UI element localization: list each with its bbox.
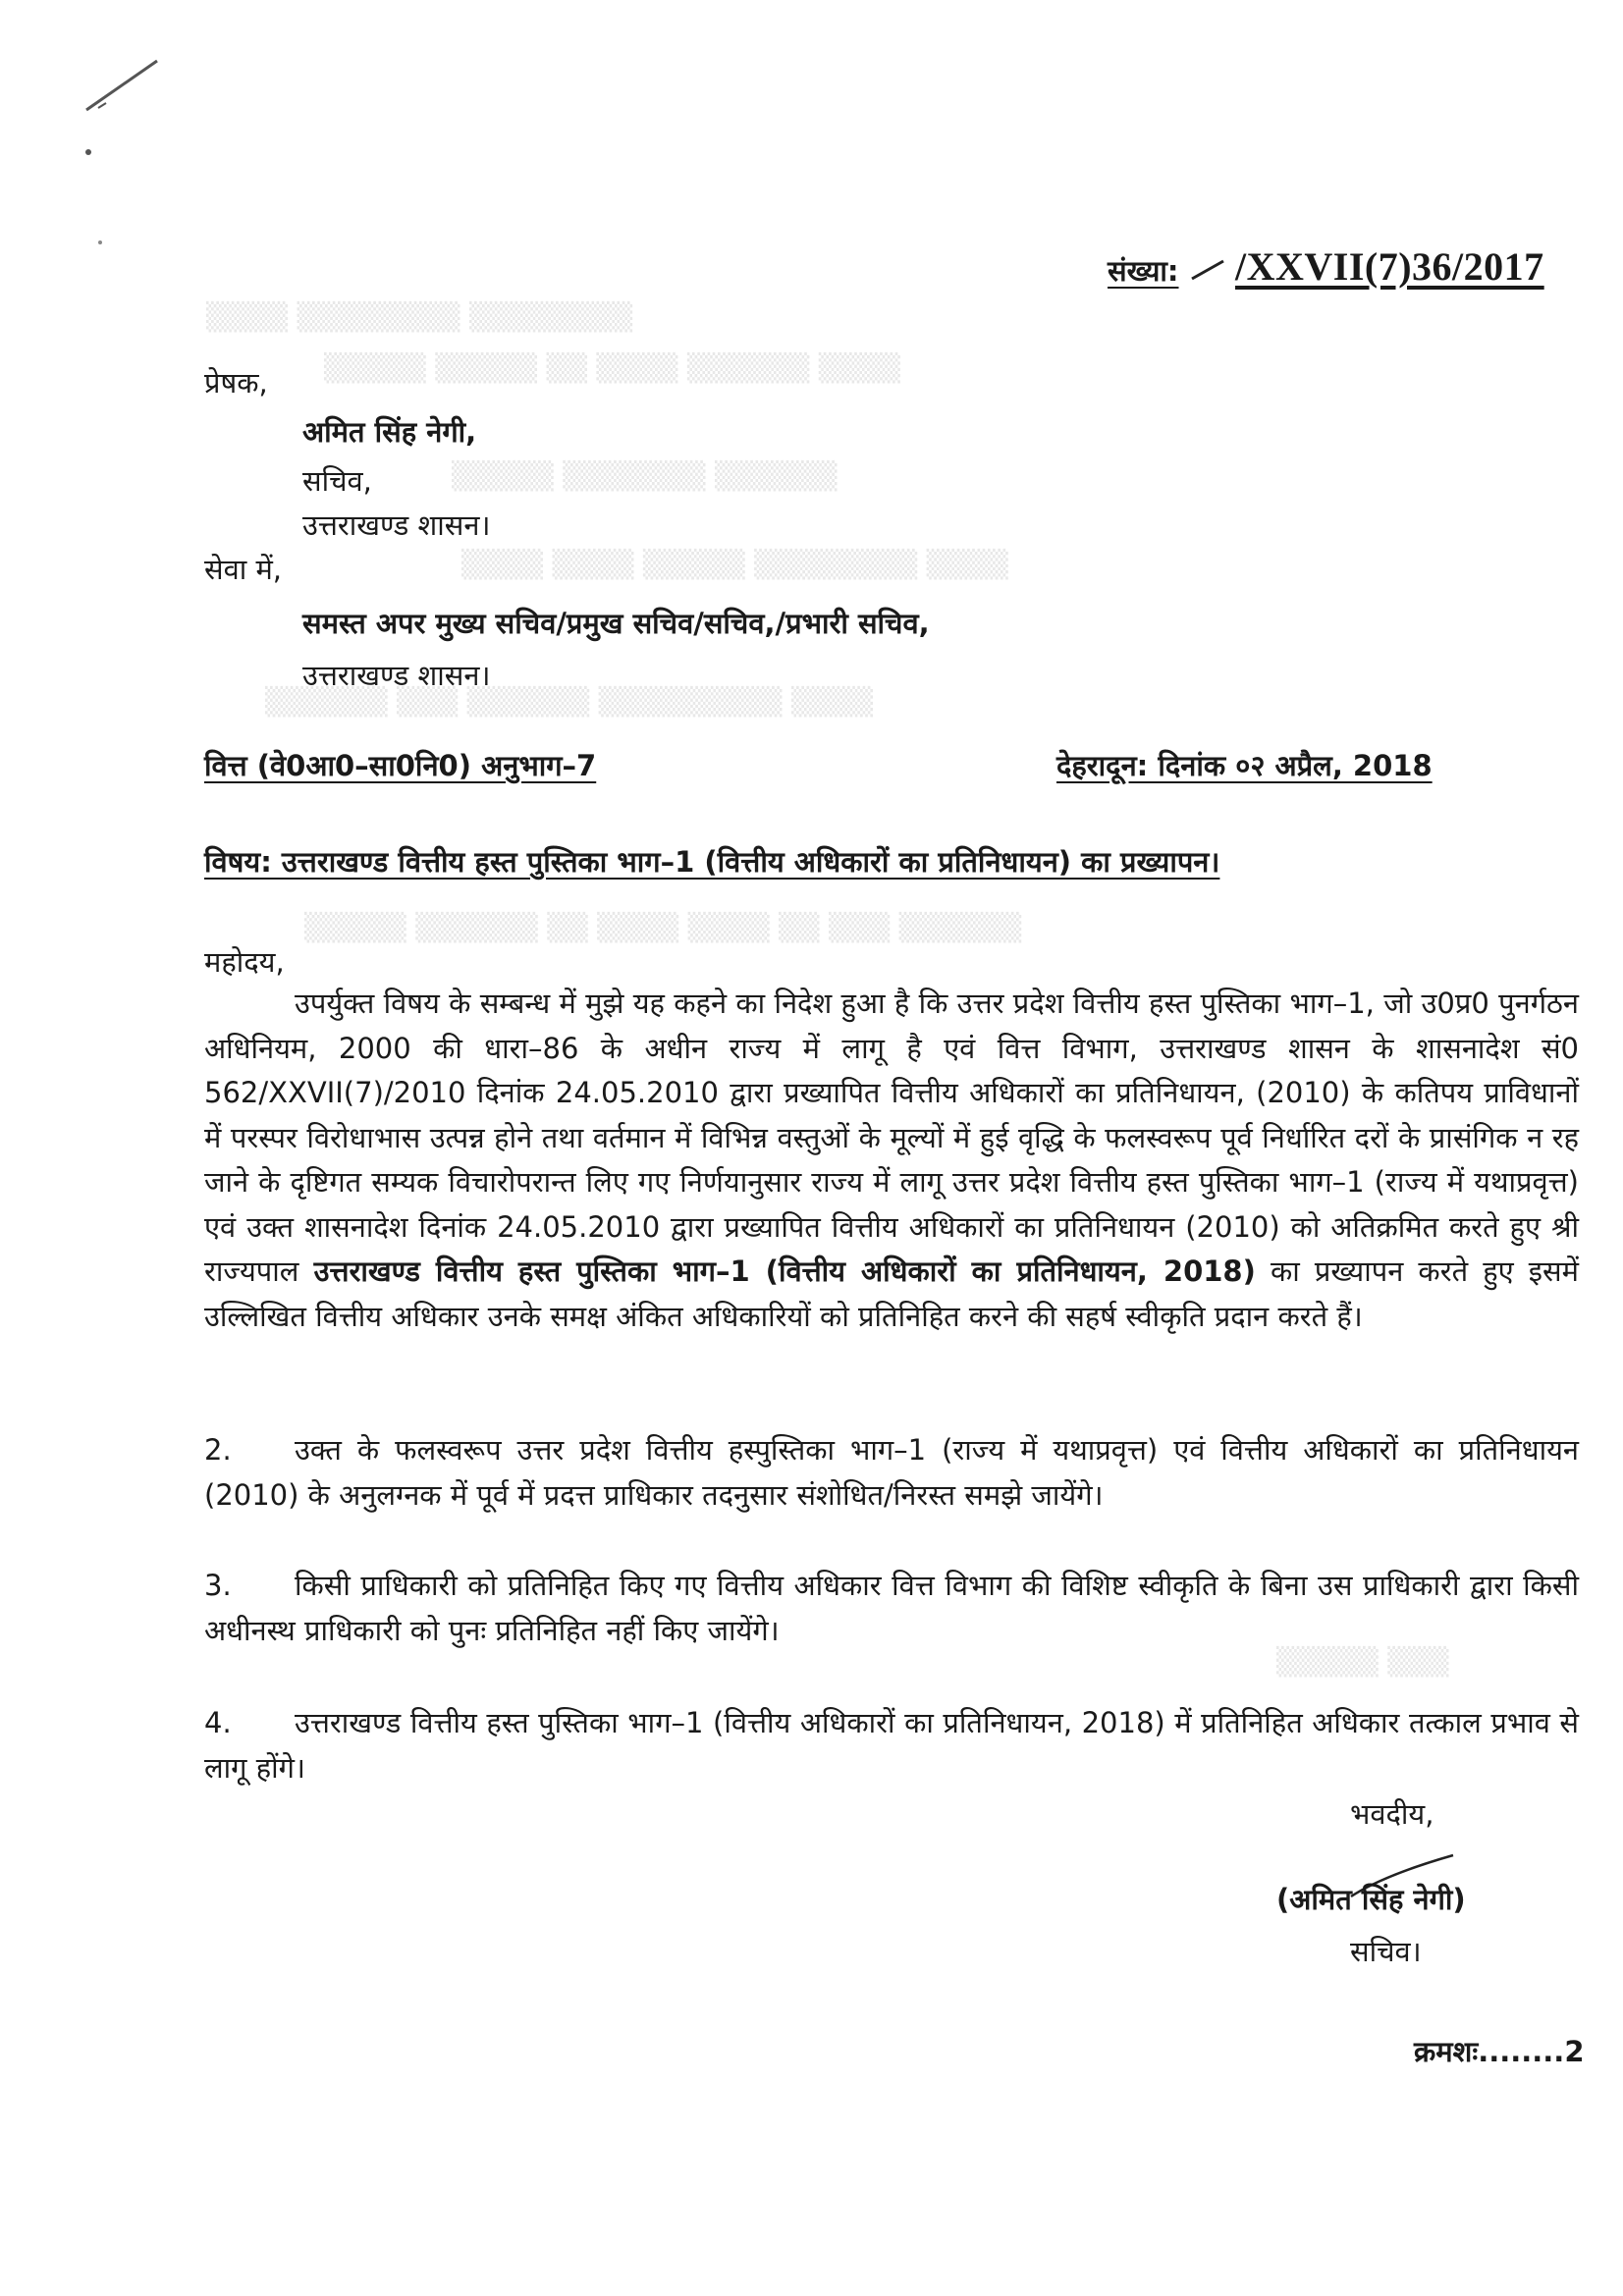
body-paragraph-4 [204, 1701, 1579, 1790]
bleed-through-text: ▒▒▒▒ ▒▒▒▒ ▒▒▒▒▒ ▒▒▒▒▒▒▒▒ ▒▒▒▒ [461, 550, 1008, 580]
sender-name: अमित सिंह नेगी, [302, 415, 477, 449]
paragraph-text: उत्तराखण्ड वित्तीय हस्त पुस्तिका भाग–1 (वित्तीय अधिकारों का प्रतिनिधायन, 2018) में प्रतिनिहित अधिकार तत्काल प्रभाव से लागू होंगे। [204, 1706, 1579, 1785]
sender-label: प्रेषक, [204, 366, 268, 400]
bleed-through-text: ▒▒▒▒▒▒ ▒▒▒ ▒▒▒▒▒▒ ▒▒▒▒▒▒▒▒▒ ▒▒▒▒ [265, 687, 873, 718]
body-paragraph-1 [204, 982, 1579, 1339]
bleed-through-text: ▒▒▒▒▒ ▒▒▒ [1276, 1647, 1449, 1678]
check-mark-icon [1188, 257, 1227, 285]
paragraph-text: उपर्युक्त विषय के सम्बन्ध में मुझे यह कहने का निदेश हुआ है कि उत्तर प्रदेश वित्तीय हस्त पुस्तिका भाग–1, जो उ0प्र0 पुनर्गठन अधिनियम, 2000 की धारा–86 के अधीन राज्य में लागू है एवं वित्त विभाग, उत्तराखण्ड शासन के शासनादेश सं0 562/XXVII(7)/2010 दिनांक 24.05.2010 द्वारा प्रख्यापित वित्तीय अधिकारों का प्रतिनिधायन, (2010) के कतिपय प्राविधानों में परस्पर विरोधाभास उत्पन्न होने तथा वर्तमान में विभिन्न वस्तुओं के मूल्यों में हुई वृद्धि के फलस्वरूप पूर्व निर्धारित दरों के प्रासंगिक न रह जाने के दृष्टिगत सम्यक विचारोपरान्त लिए गए निर्णयानुसार राज्य में लागू उत्तर प्रदेश वित्तीय हस्त पुस्तिका भाग–1 (राज्य में यथाप्रवृत्त) एवं उक्त शासनादेश दिनांक 24.05.2010 द्वारा प्रख्यापित वित्तीय अधिकारों का प्रतिनिधायन (2010) को अतिक्रमित करते हुए श्री राज्यपाल [204, 987, 1579, 1288]
bleed-through-text: ▒▒▒▒▒ ▒▒▒▒▒▒▒ ▒▒▒▒▒▒ [452, 461, 838, 492]
paragraph-text: उक्त के फलस्वरूप उत्तर प्रदेश वित्तीय हस्पुस्तिका भाग–1 (राज्य में यथाप्रवृत्त) एवं वित्तीय अधिकारों का प्रतिनिधायन (2010) के अनुलग्नक में पूर्व में प्रदत्त प्राधिकार तदनुसार संशोधित/निरस्त समझे जायेंगे। [204, 1433, 1579, 1512]
subject-line: विषय: उत्तराखण्ड वित्तीय हस्त पुस्तिका भाग–1 (वित्तीय अधिकारों का प्रतिनिधायन) का प्रख्यापन। [204, 845, 1220, 879]
speck [98, 240, 102, 244]
paragraph-text: किसी प्राधिकारी को प्रतिनिहित किए गए वित्तीय अधिकार वित्त विभाग की विशिष्ट स्वीकृति के बिना उस प्राधिकारी द्वारा किसी अधीनस्थ प्राधिकारी को पुनः प्रतिनिहित नहीं किए जायेंगे। [204, 1569, 1579, 1647]
paragraph-number: 4. [204, 1706, 232, 1739]
recipient-label: सेवा में, [204, 553, 283, 586]
paragraph-number: 2. [204, 1433, 232, 1467]
signatory-name: (अमित सिंह नेगी) [1276, 1883, 1466, 1916]
recipient-line2: उत्तराखण्ड शासन। [302, 659, 491, 692]
ref-label: संख्या: [1108, 254, 1179, 288]
place-date: देहरादून: दिनांक ०२ अप्रैल, 2018 [1056, 749, 1433, 782]
pen-mark-icon [59, 49, 177, 167]
body-paragraph-2 [204, 1428, 1579, 1518]
paragraph-number: 3. [204, 1569, 232, 1602]
continued-marker: क्रमशः........2 [1414, 2035, 1585, 2068]
reference-number: /XXVII(7)36/2017 [1235, 244, 1544, 289]
sender-office: उत्तराखण्ड शासन। [302, 508, 491, 542]
salutation: महोदय, [204, 945, 285, 979]
department-section: वित्त (वे0आ0–सा0नि0) अनुभाग–7 [204, 749, 597, 782]
bleed-through-text: ▒▒▒▒▒ ▒▒▒▒▒ ▒▒ ▒▒▒▒ ▒▒▒▒▒▒ ▒▒▒▒ [324, 353, 900, 384]
valediction: भवदीय, [1350, 1797, 1434, 1831]
paragraph-bold-title: उत्तराखण्ड वित्तीय हस्त पुस्तिका भाग–1 (वित्तीय अधिकारों का प्रतिनिधायन, 2018) [313, 1255, 1256, 1288]
signatory-designation: सचिव। [1350, 1935, 1422, 1968]
body-paragraph-3 [204, 1564, 1579, 1653]
sender-designation: सचिव, [302, 464, 372, 498]
paragraph-text: का प्रख्यापन करते हुए इसमें उल्लिखित वित्तीय अधिकार उनके समक्ष अंकित अधिकारियों को प्रतिनिहित करने की सहर्ष स्वीकृति प्रदान करते हैं। [204, 1255, 1579, 1333]
bleed-through-text: ▒▒▒▒ ▒▒▒▒▒▒▒▒ ▒▒▒▒▒▒▒▒ [206, 302, 633, 333]
bleed-through-text: ▒▒▒▒▒ ▒▒▒▒▒▒ ▒▒ ▒▒▒▒ ▒▒▒▒ ▒▒ ▒▒▒ ▒▒▒▒▒▒ [304, 913, 1022, 943]
recipient-line1: समस्त अपर मुख्य सचिव/प्रमुख सचिव/सचिव,/प्रभारी सचिव, [302, 607, 930, 640]
